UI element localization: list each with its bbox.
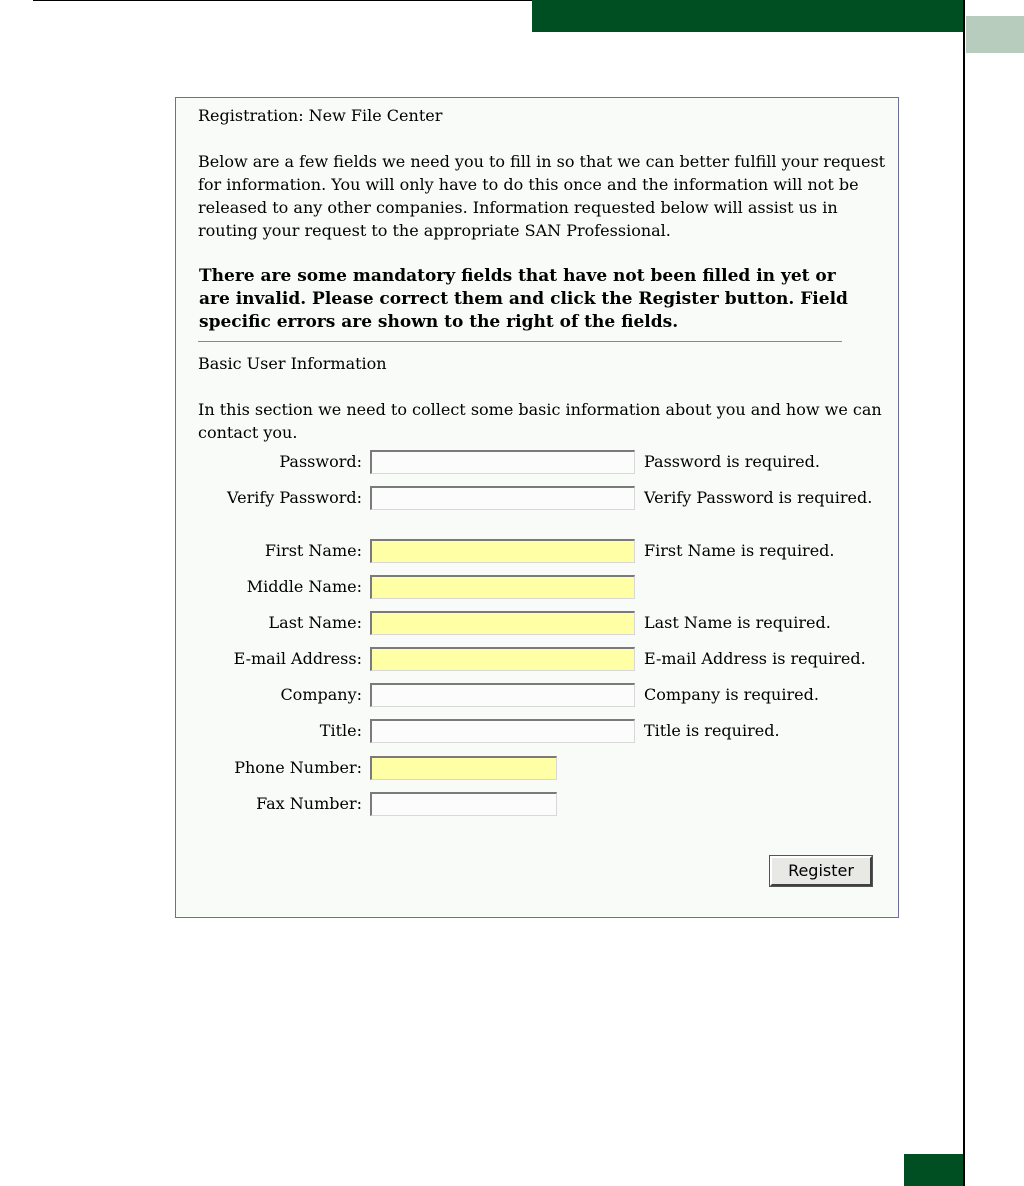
side-tab xyxy=(966,16,1024,53)
email-error: E-mail Address is required. xyxy=(644,649,866,668)
fax-input[interactable] xyxy=(370,792,557,816)
first-name-label: First Name: xyxy=(264,541,362,560)
error-summary: There are some mandatory fields that have not been filled in yet or are invalid. Please correct them and click the Register button. Field specific errors are shown to the right of the fields. xyxy=(199,266,848,332)
first-name-row xyxy=(176,539,900,569)
registration-panel xyxy=(175,97,899,918)
last-name-input[interactable] xyxy=(370,611,635,635)
header-band xyxy=(532,0,965,32)
company-input[interactable] xyxy=(370,683,635,707)
last-name-row xyxy=(176,611,900,641)
title-row xyxy=(176,719,900,749)
email-input[interactable] xyxy=(370,647,635,671)
footer-block xyxy=(904,1154,963,1186)
email-row xyxy=(176,647,900,677)
company-error: Company is required. xyxy=(644,685,819,704)
email-label: E-mail Address: xyxy=(233,649,362,668)
page-title: Registration: New File Center xyxy=(198,106,443,125)
verify-password-label: Verify Password: xyxy=(227,488,362,507)
intro-text: Below are a few fields we need you to fill in so that we can better fulfill your request for information. You will only have to do this once and the information will not be released to any other companies. Information requested below will assist us in routing your request to the appropriate SAN Professional. xyxy=(198,152,886,240)
section-description: In this section we need to collect some basic information about you and how we can contact you. xyxy=(198,400,882,442)
password-row xyxy=(176,450,900,480)
first-name-input[interactable] xyxy=(370,539,635,563)
title-error: Title is required. xyxy=(644,721,780,740)
phone-label: Phone Number: xyxy=(234,758,362,777)
section-title: Basic User Information xyxy=(198,354,387,373)
verify-password-input[interactable] xyxy=(370,486,635,510)
title-input[interactable] xyxy=(370,719,635,743)
password-input[interactable] xyxy=(370,450,635,474)
first-name-error: First Name is required. xyxy=(644,541,835,560)
last-name-label: Last Name: xyxy=(268,613,362,632)
fax-row xyxy=(176,792,900,822)
phone-row xyxy=(176,756,900,786)
side-rule xyxy=(963,0,965,1186)
title-label: Title: xyxy=(319,721,362,740)
password-error: Password is required. xyxy=(644,452,820,471)
company-row xyxy=(176,683,900,713)
fax-label: Fax Number: xyxy=(256,794,362,813)
divider xyxy=(198,341,842,342)
middle-name-label: Middle Name: xyxy=(246,577,362,596)
verify-password-row xyxy=(176,486,900,516)
register-button[interactable]: Register xyxy=(770,856,872,886)
password-label: Password: xyxy=(279,452,362,471)
company-label: Company: xyxy=(280,685,362,704)
middle-name-input[interactable] xyxy=(370,575,635,599)
middle-name-row xyxy=(176,575,900,605)
verify-password-error: Verify Password is required. xyxy=(644,488,873,507)
last-name-error: Last Name is required. xyxy=(644,613,831,632)
phone-input[interactable] xyxy=(370,756,557,780)
